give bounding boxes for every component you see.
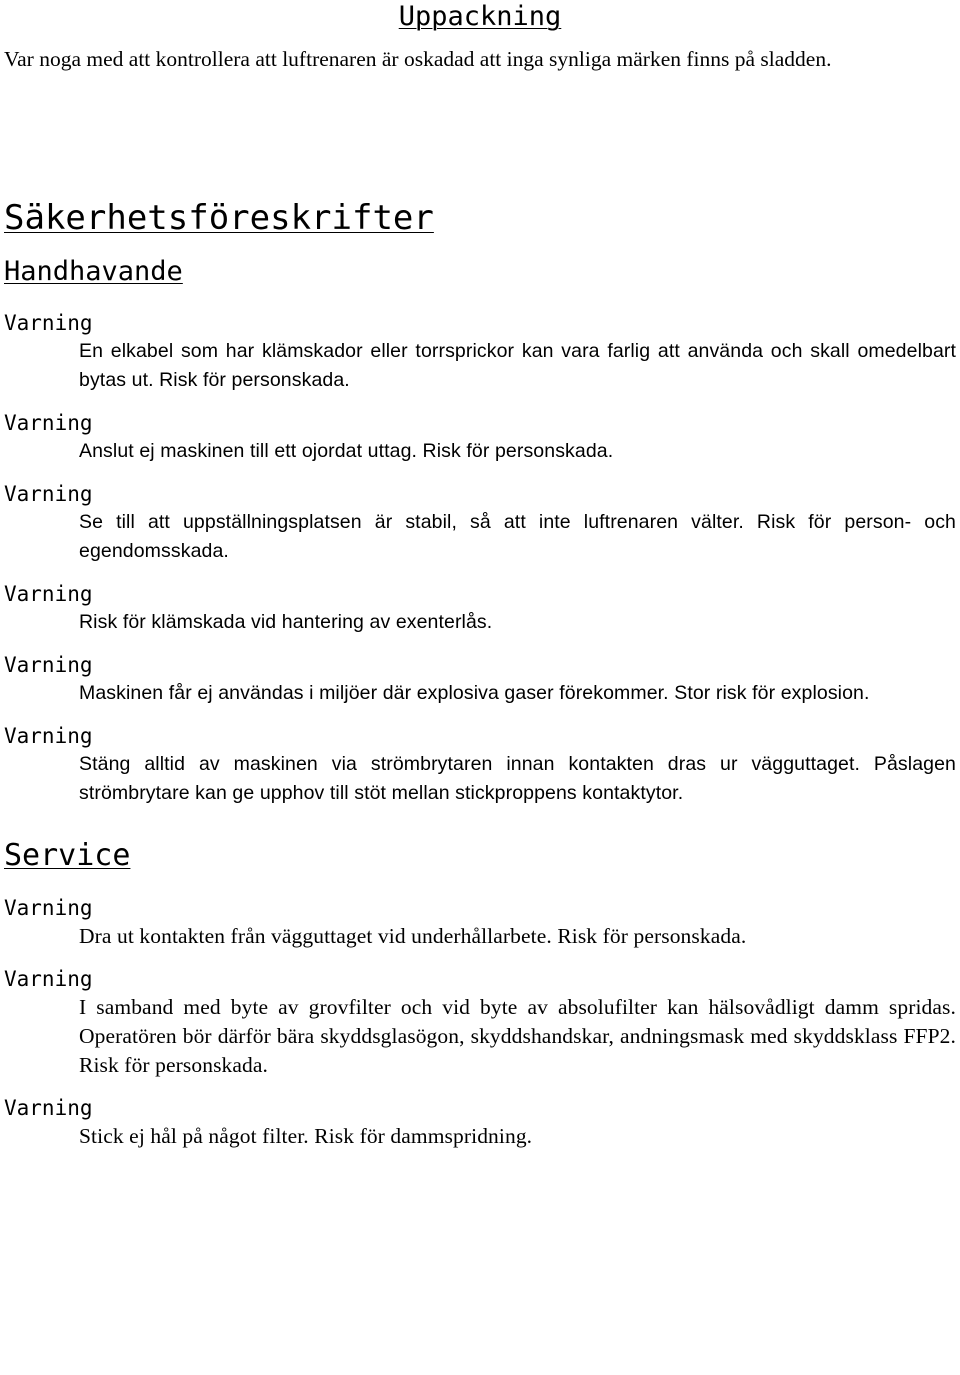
warning-label: Varning	[4, 896, 93, 920]
unpacking-heading: Uppackning	[398, 1, 562, 32]
warning-item	[4, 722, 956, 808]
warning-label: Varning	[4, 582, 93, 606]
warning-text: Maskinen får ej användas i miljöer där explosiva gaser förekommer. Stor risk för explosion.	[79, 682, 870, 704]
warning-text: En elkabel som har klämskador eller torrsprickor kan vara farlig att använda och skall omedelbart bytas ut. Risk för personskada.	[79, 340, 956, 391]
warning-item	[4, 894, 956, 951]
handling-heading: Handhavande	[4, 256, 183, 287]
warning-text: I samband med byte av grovfilter och vid byte av absolufilter kan hälsovådligt damm spridas. Operatören bör därför bära skyddsglasögon, skyddshandskar, andningsmask med skyddsklass FFP2. Risk för personskada.	[79, 995, 956, 1077]
service-heading: Service	[4, 838, 131, 873]
warning-label: Varning	[4, 653, 93, 677]
warning-item	[4, 580, 956, 637]
warning-label: Varning	[4, 311, 93, 335]
warning-label: Varning	[4, 967, 93, 991]
warning-item	[4, 965, 956, 1080]
safety-heading: Säkerhetsföreskrifter	[4, 198, 434, 238]
warning-text: Risk för klämskada vid hantering av exenterlås.	[79, 611, 493, 633]
warning-item	[4, 309, 956, 395]
warning-label: Varning	[4, 724, 93, 748]
warning-item	[4, 651, 956, 708]
warning-item	[4, 480, 956, 566]
unpacking-text: Var noga med att kontrollera att luftrenaren är oskadad att inga synliga märken finns på sladden.	[4, 47, 832, 71]
warning-text: Dra ut kontakten från vägguttaget vid underhållarbete. Risk för personskada.	[79, 924, 747, 948]
warning-text: Stäng alltid av maskinen via strömbrytaren innan kontakten dras ur vägguttaget. Påslagen strömbrytare kan ge upphov till stöt mellan stickproppens kontaktytor.	[79, 753, 956, 804]
warning-label: Varning	[4, 411, 93, 435]
warning-text: Se till att uppställningsplatsen är stabil, så att inte luftrenaren välter. Risk för person- och egendomsskada.	[79, 511, 956, 562]
document-page	[4, 0, 956, 1151]
warning-item	[4, 1094, 956, 1151]
warning-item	[4, 409, 956, 466]
warning-text: Anslut ej maskinen till ett ojordat uttag. Risk för personskada.	[79, 440, 614, 462]
warning-label: Varning	[4, 1096, 93, 1120]
warning-label: Varning	[4, 482, 93, 506]
warning-text: Stick ej hål på något filter. Risk för dammspridning.	[79, 1124, 533, 1148]
